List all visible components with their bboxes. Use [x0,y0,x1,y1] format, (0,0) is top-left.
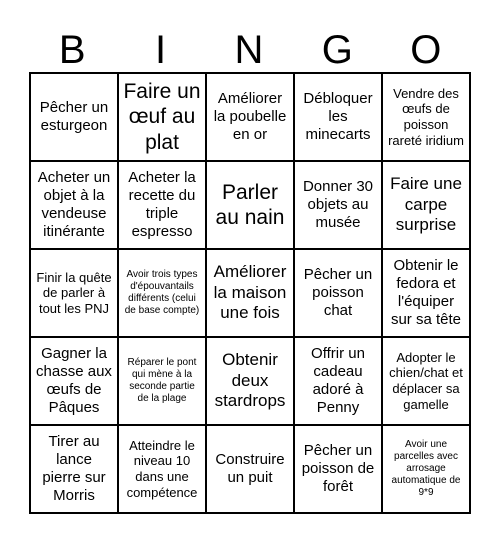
header-letter-n: N [234,28,266,72]
bingo-cell[interactable]: Tirer au lance pierre sur Morris [30,425,118,513]
bingo-cell[interactable]: Finir la quête de parler à tout les PNJ [30,249,118,337]
bingo-cell[interactable]: Adopter le chien/chat et déplacer sa gamelle [382,337,470,425]
bingo-cell[interactable]: Réparer le pont qui mène à la seconde partie de la plage [118,337,206,425]
bingo-cell[interactable]: Gagner la chasse aux œufs de Pâques [30,337,118,425]
bingo-cell[interactable]: Offrir un cadeau adoré à Penny [294,337,382,425]
header-letter-i: I [155,28,169,72]
bingo-cell[interactable]: Construire un puit [206,425,294,513]
bingo-header [29,28,471,72]
bingo-cell[interactable]: Parler au nain [206,161,294,249]
bingo-cell[interactable]: Donner 30 objets au musée [294,161,382,249]
bingo-cell[interactable]: Avoir trois types d'épouvantails différents (celui de base compte) [118,249,206,337]
bingo-cell[interactable]: Obtenir le fedora et l'équiper sur sa tête [382,249,470,337]
bingo-cell[interactable]: Améliorer la maison une fois [206,249,294,337]
bingo-cell[interactable]: Faire une carpe surprise [382,161,470,249]
bingo-cell[interactable]: Vendre des œufs de poisson rareté iridium [382,73,470,161]
bingo-grid [29,72,471,514]
bingo-cell[interactable]: Atteindre le niveau 10 dans une compétence [118,425,206,513]
header-letter-o: O [410,28,444,72]
bingo-cell[interactable]: Avoir une parcelles avec arrosage automatique de 9*9 [382,425,470,513]
bingo-cell[interactable]: Débloquer les minecarts [294,73,382,161]
bingo-cell[interactable]: Améliorer la poubelle en or [206,73,294,161]
bingo-cell[interactable]: Pêcher un poisson de forêt [294,425,382,513]
bingo-cell[interactable]: Obtenir deux stardrops [206,337,294,425]
bingo-cell[interactable]: Acheter la recette du triple espresso [118,161,206,249]
bingo-cell[interactable]: Faire un œuf au plat [118,73,206,161]
header-letter-g: G [321,28,355,72]
bingo-cell[interactable]: Pêcher un poisson chat [294,249,382,337]
header-letter-b: B [58,28,88,72]
bingo-cell[interactable]: Acheter un objet à la vendeuse itinérante [30,161,118,249]
bingo-cell[interactable]: Pêcher un esturgeon [30,73,118,161]
